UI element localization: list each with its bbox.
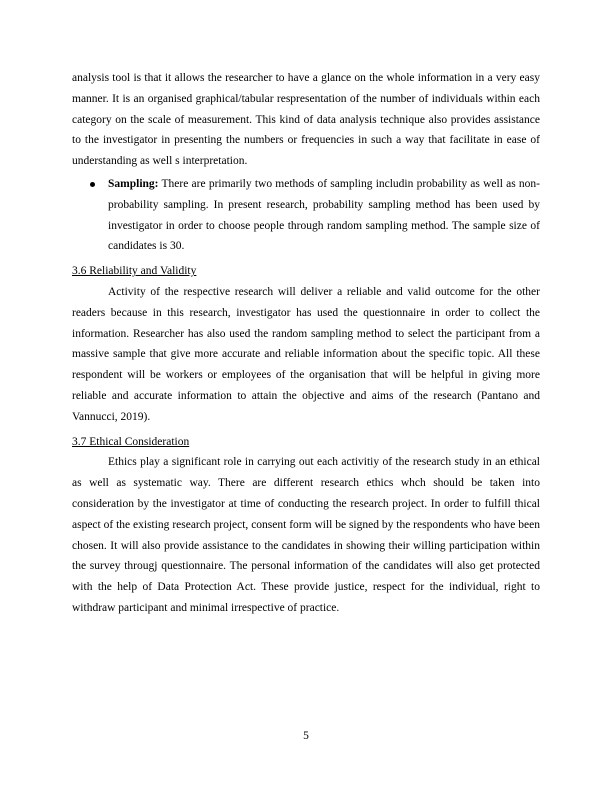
bullet-icon — [90, 182, 95, 187]
page-number: 5 — [303, 730, 309, 742]
intro-paragraph: analysis tool is that it allows the researcher to have a glance on the whole information in a very easy manner. It is an organised graphical/tabular respresentation of the number of individuals within each category on the scale of measurement. This kind of data analysis technique also provides assistance to the investigator in presenting the numbers or frequencies in such a way that facilitate in ease of understanding as well s interpretation. — [72, 72, 540, 168]
ethics-paragraph: Ethics play a significant role in carrying out each activitiy of the research study in an ethical as well as systematic way. There are different research ethics whch should be taken into consideration by the investigator at time of conducting the research project. In order to fulfill thical aspect of the existing research project, consent form will be signed by the respondents who have been chosen. It will also provide assistance to the candidates in showing their willing participation within the survey througj questionnaire. The personal information of the candidates will also get protected with the help of Data Protection Act. These provide justice, respect for the individual, right to withdraw participant and minimal irrespective of practice. — [72, 456, 540, 614]
reliability-paragraph: Activity of the respective research will deliver a reliable and valid outcome for the other readers because in this research, investigator has used the questionnaire in order to collect the information. Researcher has also used the random sampling method to select the participant from a massive sample that give more accurate and reliable information about the specific topic. All these respondent will be workers or employees of the organisation that will be helpful in giving more reliable and accurate information to attain the objective and aims of the research (Pantano and Vannucci, 2019). — [72, 285, 540, 423]
sampling-text: There are primarily two methods of sampling includin probability as well as non-probability sampling. In present research, probability sampling method has been used by investigator in order to choose people through random sampling method. The sample size of candidates is 30. — [108, 177, 540, 253]
sampling-label: Sampling: — [108, 177, 159, 190]
section-heading-reliability: 3.6 Reliability and Validity — [72, 265, 197, 278]
sampling-bullet — [72, 174, 540, 257]
sampling-bullet-text — [108, 174, 540, 257]
page-content — [72, 68, 540, 619]
section-heading-ethics: 3.7 Ethical Consideration — [72, 435, 190, 448]
